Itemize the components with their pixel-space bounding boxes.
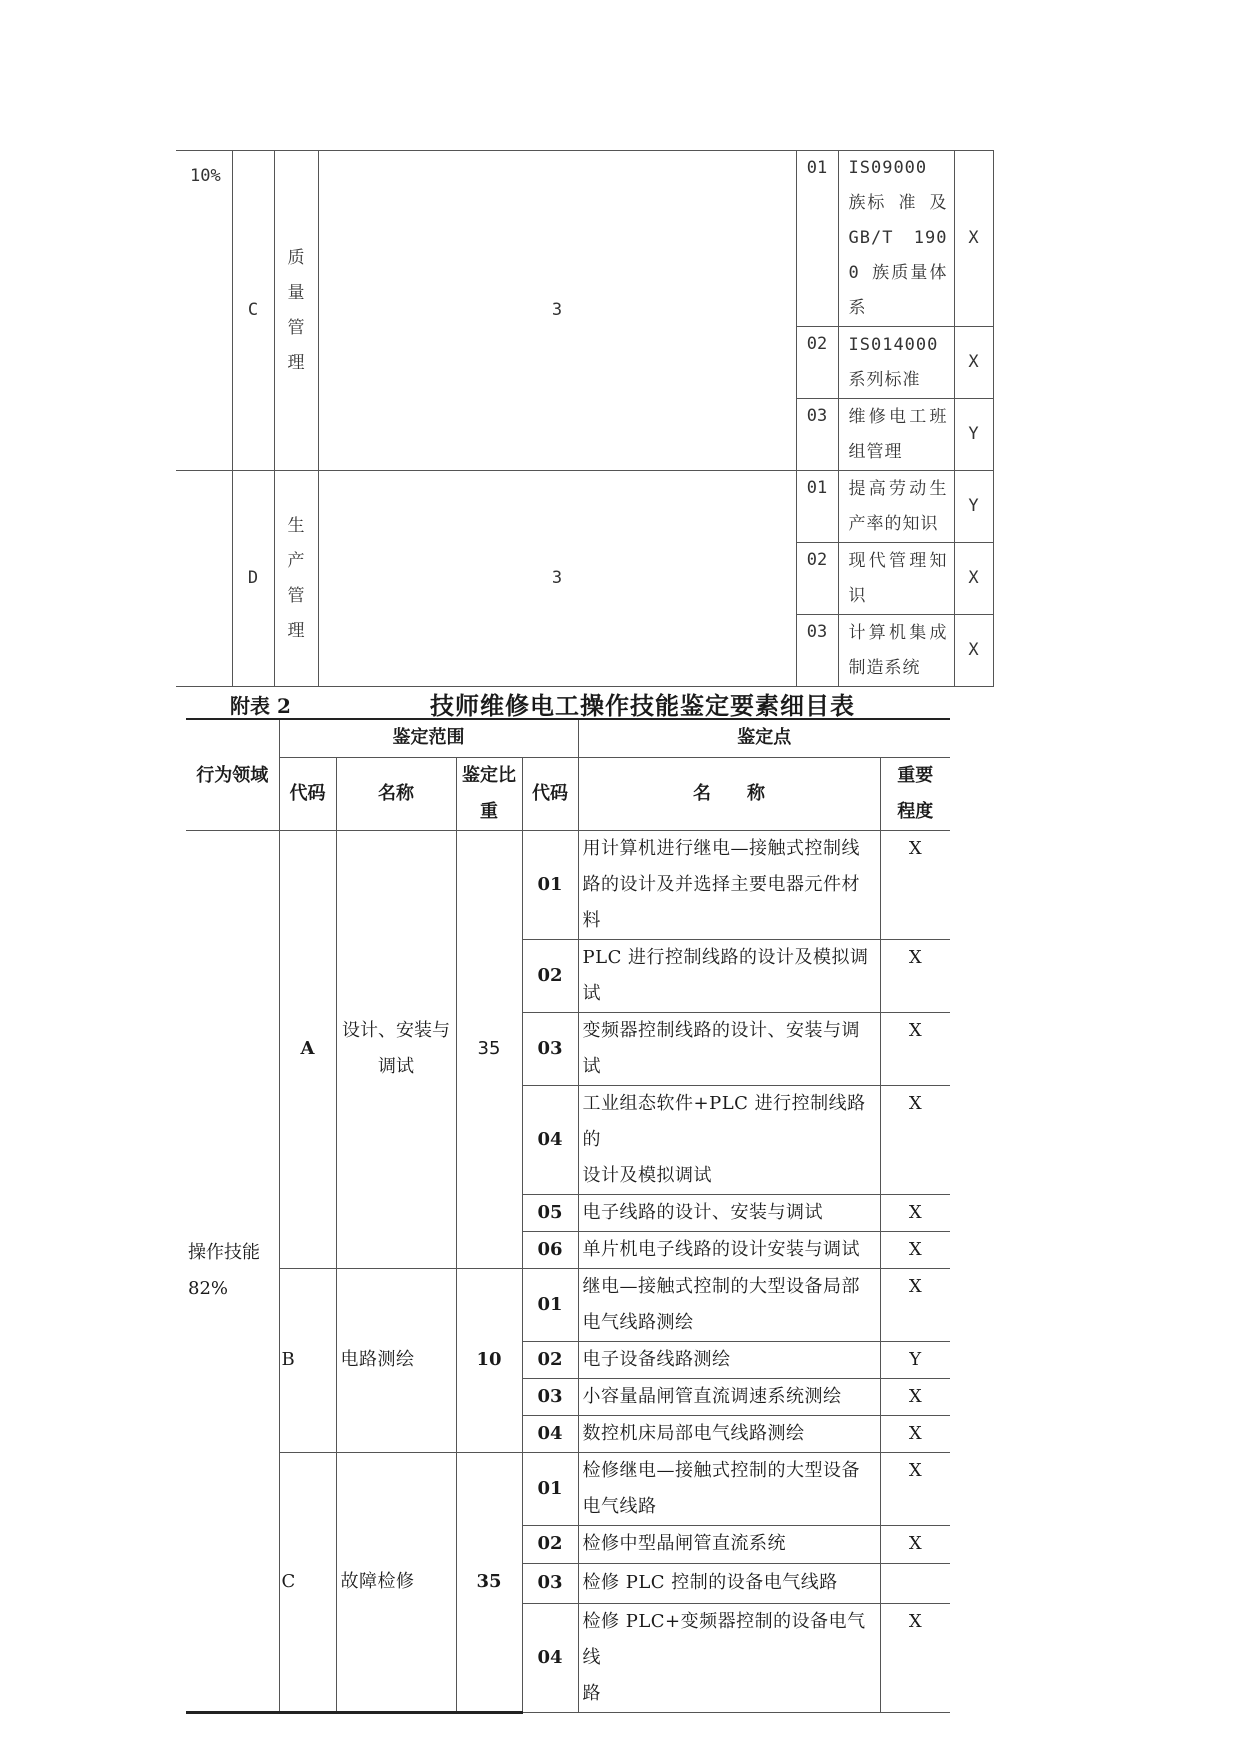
point-importance: Y bbox=[880, 1341, 950, 1378]
group-weight: 10 bbox=[456, 1268, 522, 1452]
table-title: 技师维修电工操作技能鉴定要素细目表 bbox=[430, 691, 855, 720]
point-code: 01 bbox=[522, 830, 578, 939]
group-weight: 3 bbox=[318, 151, 796, 471]
group-weight: 35 bbox=[456, 1452, 522, 1712]
point-code: 01 bbox=[522, 1268, 578, 1341]
point-code: 03 bbox=[796, 615, 838, 687]
point-code: 01 bbox=[796, 151, 838, 327]
point-name: 检修继电—接触式控制的大型设备 电气线路 bbox=[578, 1452, 880, 1525]
point-importance: X bbox=[880, 1231, 950, 1268]
point-name: 小容量晶闸管直流调速系统测绘 bbox=[578, 1378, 880, 1415]
point-importance: Y bbox=[954, 471, 993, 543]
point-name: 现代管理知识 bbox=[838, 543, 954, 615]
point-importance: X bbox=[880, 1378, 950, 1415]
point-importance: X bbox=[880, 1452, 950, 1525]
point-code: 03 bbox=[796, 399, 838, 471]
point-importance: X bbox=[880, 830, 950, 939]
point-code: 06 bbox=[522, 1231, 578, 1268]
point-importance: X bbox=[880, 1194, 950, 1231]
point-code: 01 bbox=[522, 1452, 578, 1525]
weight-percent: 10% bbox=[176, 151, 232, 471]
group-name: 电路测绘 bbox=[336, 1268, 456, 1452]
point-code: 04 bbox=[522, 1603, 578, 1712]
point-importance: X bbox=[954, 151, 993, 327]
header-importance: 重要 程度 bbox=[880, 757, 950, 830]
point-name: 计算机集成制造系统 bbox=[838, 615, 954, 687]
header-name: 名称 bbox=[336, 757, 456, 830]
point-importance: X bbox=[880, 1268, 950, 1341]
point-name: 用计算机进行继电—接触式控制线 路的设计及并选择主要电器元件材 料 bbox=[578, 830, 880, 939]
point-name: 提高劳动生产率的知识 bbox=[838, 471, 954, 543]
point-code: 02 bbox=[796, 327, 838, 399]
point-importance: X bbox=[954, 543, 993, 615]
point-importance bbox=[880, 1563, 950, 1603]
point-code: 04 bbox=[522, 1415, 578, 1452]
point-importance: X bbox=[880, 1525, 950, 1563]
point-name: 检修 PLC 控制的设备电气线路 bbox=[578, 1563, 880, 1603]
weight-percent-continued bbox=[176, 471, 232, 687]
header-point: 鉴定点 bbox=[578, 719, 950, 757]
group-name: 故障检修 bbox=[336, 1452, 456, 1712]
point-name: IS014000 系列标准 bbox=[838, 327, 954, 399]
point-importance: X bbox=[954, 615, 993, 687]
point-name: 维修电工班组管理 bbox=[838, 399, 954, 471]
group-weight: 3 bbox=[318, 471, 796, 687]
point-name: 数控机床局部电气线路测绘 bbox=[578, 1415, 880, 1452]
group-code: B bbox=[279, 1268, 336, 1452]
quality-management-table bbox=[176, 150, 994, 687]
point-code: 02 bbox=[796, 543, 838, 615]
point-importance: Y bbox=[954, 399, 993, 471]
point-name: IS09000 族标 准 及 GB/T 1900 族质量体系 bbox=[838, 151, 954, 327]
appendix-label: 附表 2 bbox=[230, 694, 291, 718]
point-name: 单片机电子线路的设计安装与调试 bbox=[578, 1231, 880, 1268]
header-point-code: 代码 bbox=[522, 757, 578, 830]
point-name: 电子设备线路测绘 bbox=[578, 1341, 880, 1378]
point-importance: X bbox=[880, 1012, 950, 1085]
group-code: C bbox=[232, 151, 274, 471]
header-scope: 鉴定范围 bbox=[279, 719, 578, 757]
header-code: 代码 bbox=[279, 757, 336, 830]
group-weight: 35 bbox=[456, 830, 522, 1268]
point-importance: X bbox=[880, 1603, 950, 1712]
header-weight: 鉴定比 重 bbox=[456, 757, 522, 830]
point-code: 05 bbox=[522, 1194, 578, 1231]
point-code: 03 bbox=[522, 1012, 578, 1085]
point-code: 03 bbox=[522, 1563, 578, 1603]
header-area: 行为领域 bbox=[186, 719, 279, 830]
point-code: 02 bbox=[522, 939, 578, 1012]
point-name: 继电—接触式控制的大型设备局部 电气线路测绘 bbox=[578, 1268, 880, 1341]
point-code: 02 bbox=[522, 1341, 578, 1378]
point-code: 01 bbox=[796, 471, 838, 543]
point-name: 检修中型晶闸管直流系统 bbox=[578, 1525, 880, 1563]
point-code: 04 bbox=[522, 1085, 578, 1194]
group-name: 设计、安装与 调试 bbox=[336, 830, 456, 1268]
point-importance: X bbox=[880, 1415, 950, 1452]
point-name: PLC 进行控制线路的设计及模拟调试 bbox=[578, 939, 880, 1012]
header-point-name: 名 称 bbox=[578, 757, 880, 830]
skills-assessment-table bbox=[186, 718, 950, 1714]
point-name: 变频器控制线路的设计、安装与调试 bbox=[578, 1012, 880, 1085]
point-importance: X bbox=[954, 327, 993, 399]
point-importance: X bbox=[880, 1085, 950, 1194]
area-cell: 操作技能 82% bbox=[186, 830, 279, 1712]
point-code: 02 bbox=[522, 1525, 578, 1563]
group-code: A bbox=[279, 830, 336, 1268]
group-name: 生 产 管 理 bbox=[274, 471, 318, 687]
point-name: 电子线路的设计、安装与调试 bbox=[578, 1194, 880, 1231]
point-name: 检修 PLC+变频器控制的设备电气线 路 bbox=[578, 1603, 880, 1712]
group-code: C bbox=[279, 1452, 336, 1712]
point-importance: X bbox=[880, 939, 950, 1012]
point-code: 03 bbox=[522, 1378, 578, 1415]
point-name: 工业组态软件+PLC 进行控制线路的 设计及模拟调试 bbox=[578, 1085, 880, 1194]
group-code: D bbox=[232, 471, 274, 687]
group-name: 质 量 管 理 bbox=[274, 151, 318, 471]
